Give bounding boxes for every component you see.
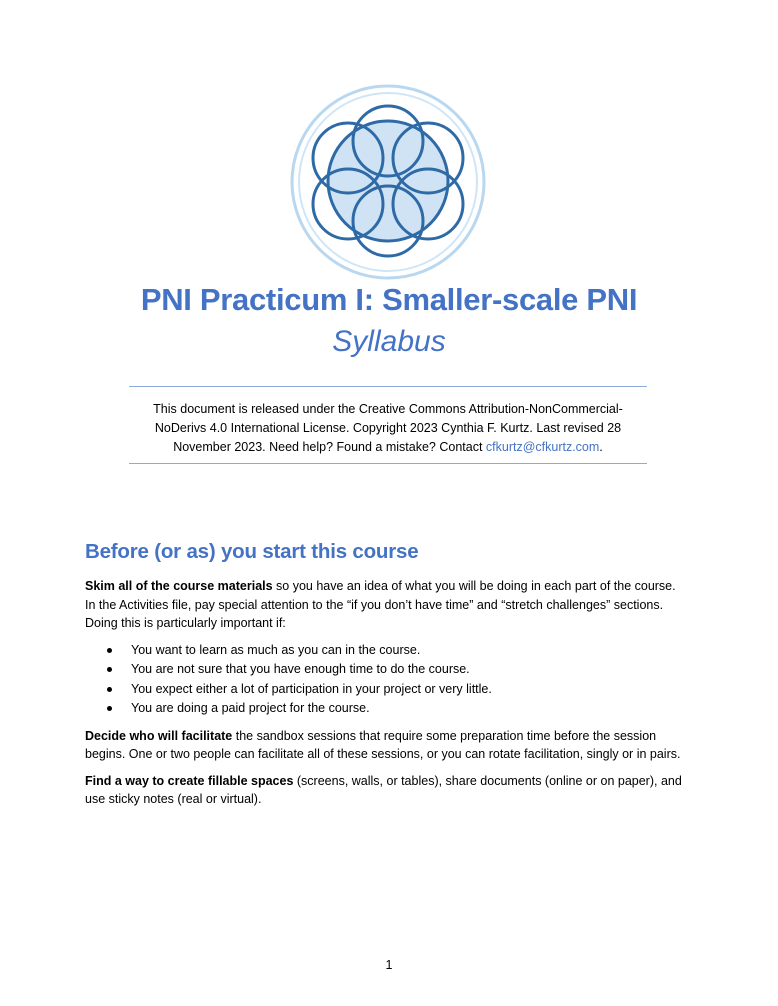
paragraph-spaces-text: (screens, walls, or tables), share documents (online or on paper), and use sticky notes (real or virtual). <box>85 773 682 806</box>
section-heading: Before (or as) you start this course <box>85 540 419 563</box>
bullet-list <box>85 641 685 719</box>
list-item-text: You are not sure that you have enough time to do the course. <box>131 662 470 676</box>
paragraph-skim <box>85 577 685 633</box>
paragraph-facilitate <box>85 727 685 764</box>
paragraph-spaces-lead: Find a way to create fillable spaces <box>85 773 294 788</box>
bullet-icon <box>107 667 112 672</box>
license-text: This document is released under the Creative Commons Attribution-NonCommercial-NoDerivs 4.0 International License. Copyright 2023 Cynthia F. Kurtz. Last revised 28 November 2023. Need help? Found a mistake? Contact <box>153 402 623 454</box>
list-item <box>85 641 685 661</box>
bullet-icon <box>107 706 112 711</box>
list-item-text: You are doing a paid project for the course. <box>131 701 370 715</box>
divider-bottom <box>129 463 647 464</box>
interlocking-circles-logo <box>290 84 486 280</box>
list-item <box>85 699 685 719</box>
paragraph-spaces <box>85 772 685 809</box>
paragraph-skim-lead: Skim all of the course materials <box>85 579 273 593</box>
paragraph-skim-text: so you have an idea of what you will be doing in each part of the course. In the Activities file, pay special attention to the “if you don’t have time” and “stretch challenges” sections. Doing this is particularly important if: <box>85 579 676 630</box>
divider-top <box>129 386 647 387</box>
paragraph-facilitate-lead: Decide who will facilitate <box>85 728 233 743</box>
license-end: . <box>599 440 603 454</box>
list-item-text: You want to learn as much as you can in the course. <box>131 642 421 657</box>
document-subtitle: Syllabus <box>332 325 446 358</box>
paragraph-facilitate-text: the sandbox sessions that require some preparation time before the session begins. One or two people can facilitate all of these sessions, or you can rotate facilitation, singly or in pairs. <box>85 728 681 761</box>
list-item-text: You expect either a lot of participation in your project or very little. <box>131 681 492 696</box>
page-number: 1 <box>385 958 393 972</box>
bullet-icon <box>107 648 112 653</box>
list-item <box>85 680 685 700</box>
license-notice <box>140 400 636 457</box>
contact-email-link[interactable]: cfkurtz@cfkurtz.com <box>485 440 600 454</box>
list-item <box>85 660 685 680</box>
bullet-icon <box>107 687 112 692</box>
document-title: PNI Practicum I: Smaller-scale PNI <box>140 282 638 317</box>
section-body <box>85 577 685 817</box>
